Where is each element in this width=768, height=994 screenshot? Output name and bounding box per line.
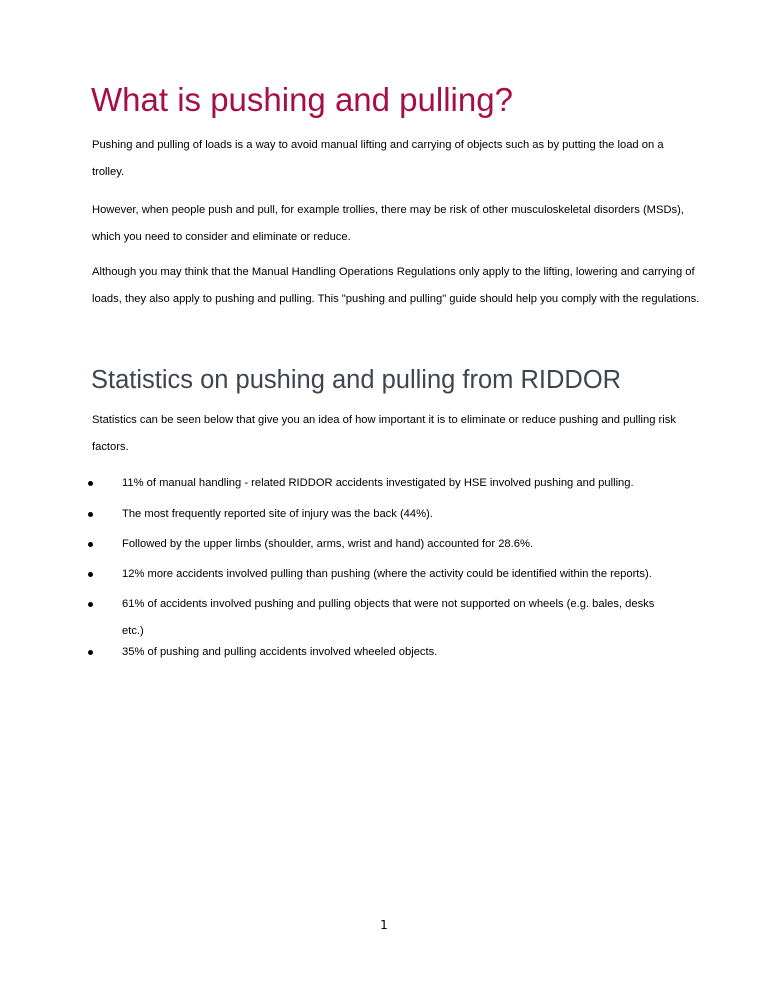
- statistics-intro-paragraph: Statistics can be seen below that give you an idea of how important it is to eliminate or reduce pushing and pulling risk factors.: [92, 414, 676, 453]
- intro-paragraph-3: Although you may think that the Manual Handling Operations Regulations only apply to the lifting, lowering and carrying of loads, they also apply to pushing and pulling. This "pushing and pulling" guide should help you comply with the regulations.: [92, 266, 700, 305]
- list-item-text: 35% of pushing and pulling accidents involved wheeled objects.: [122, 646, 438, 658]
- bullet-dot-icon: [88, 542, 93, 547]
- bullet-dot-icon: [88, 481, 93, 486]
- page-title: What is pushing and pulling?: [91, 81, 513, 118]
- bullet-dot-icon: [88, 602, 93, 607]
- section-heading-statistics: Statistics on pushing and pulling from RIDDOR: [91, 366, 622, 394]
- list-item-text: Followed by the upper limbs (shoulder, arms, wrist and hand) accounted for 28.6%.: [122, 538, 534, 550]
- intro-paragraph-1: Pushing and pulling of loads is a way to avoid manual lifting and carrying of objects such as by putting the load on a trolley.: [92, 139, 664, 178]
- bullet-dot-icon: [88, 572, 93, 577]
- bullet-dot-icon: [88, 650, 93, 655]
- intro-paragraph-2: However, when people push and pull, for example trollies, there may be risk of other musculoskeletal disorders (MSDs), which you need to consider and eliminate or reduce.: [92, 204, 684, 243]
- list-item-text: The most frequently reported site of injury was the back (44%).: [122, 508, 433, 520]
- list-item-text: 61% of accidents involved pushing and pulling objects that were not supported on wheels (e.g. bales, desks etc.): [122, 598, 655, 637]
- list-item-text: 12% more accidents involved pulling than pushing (where the activity could be identified within the reports).: [122, 568, 652, 580]
- page-number: 1: [380, 918, 388, 932]
- bullet-dot-icon: [88, 512, 93, 517]
- list-item-text: 11% of manual handling - related RIDDOR accidents investigated by HSE involved pushing and pulling.: [122, 477, 634, 489]
